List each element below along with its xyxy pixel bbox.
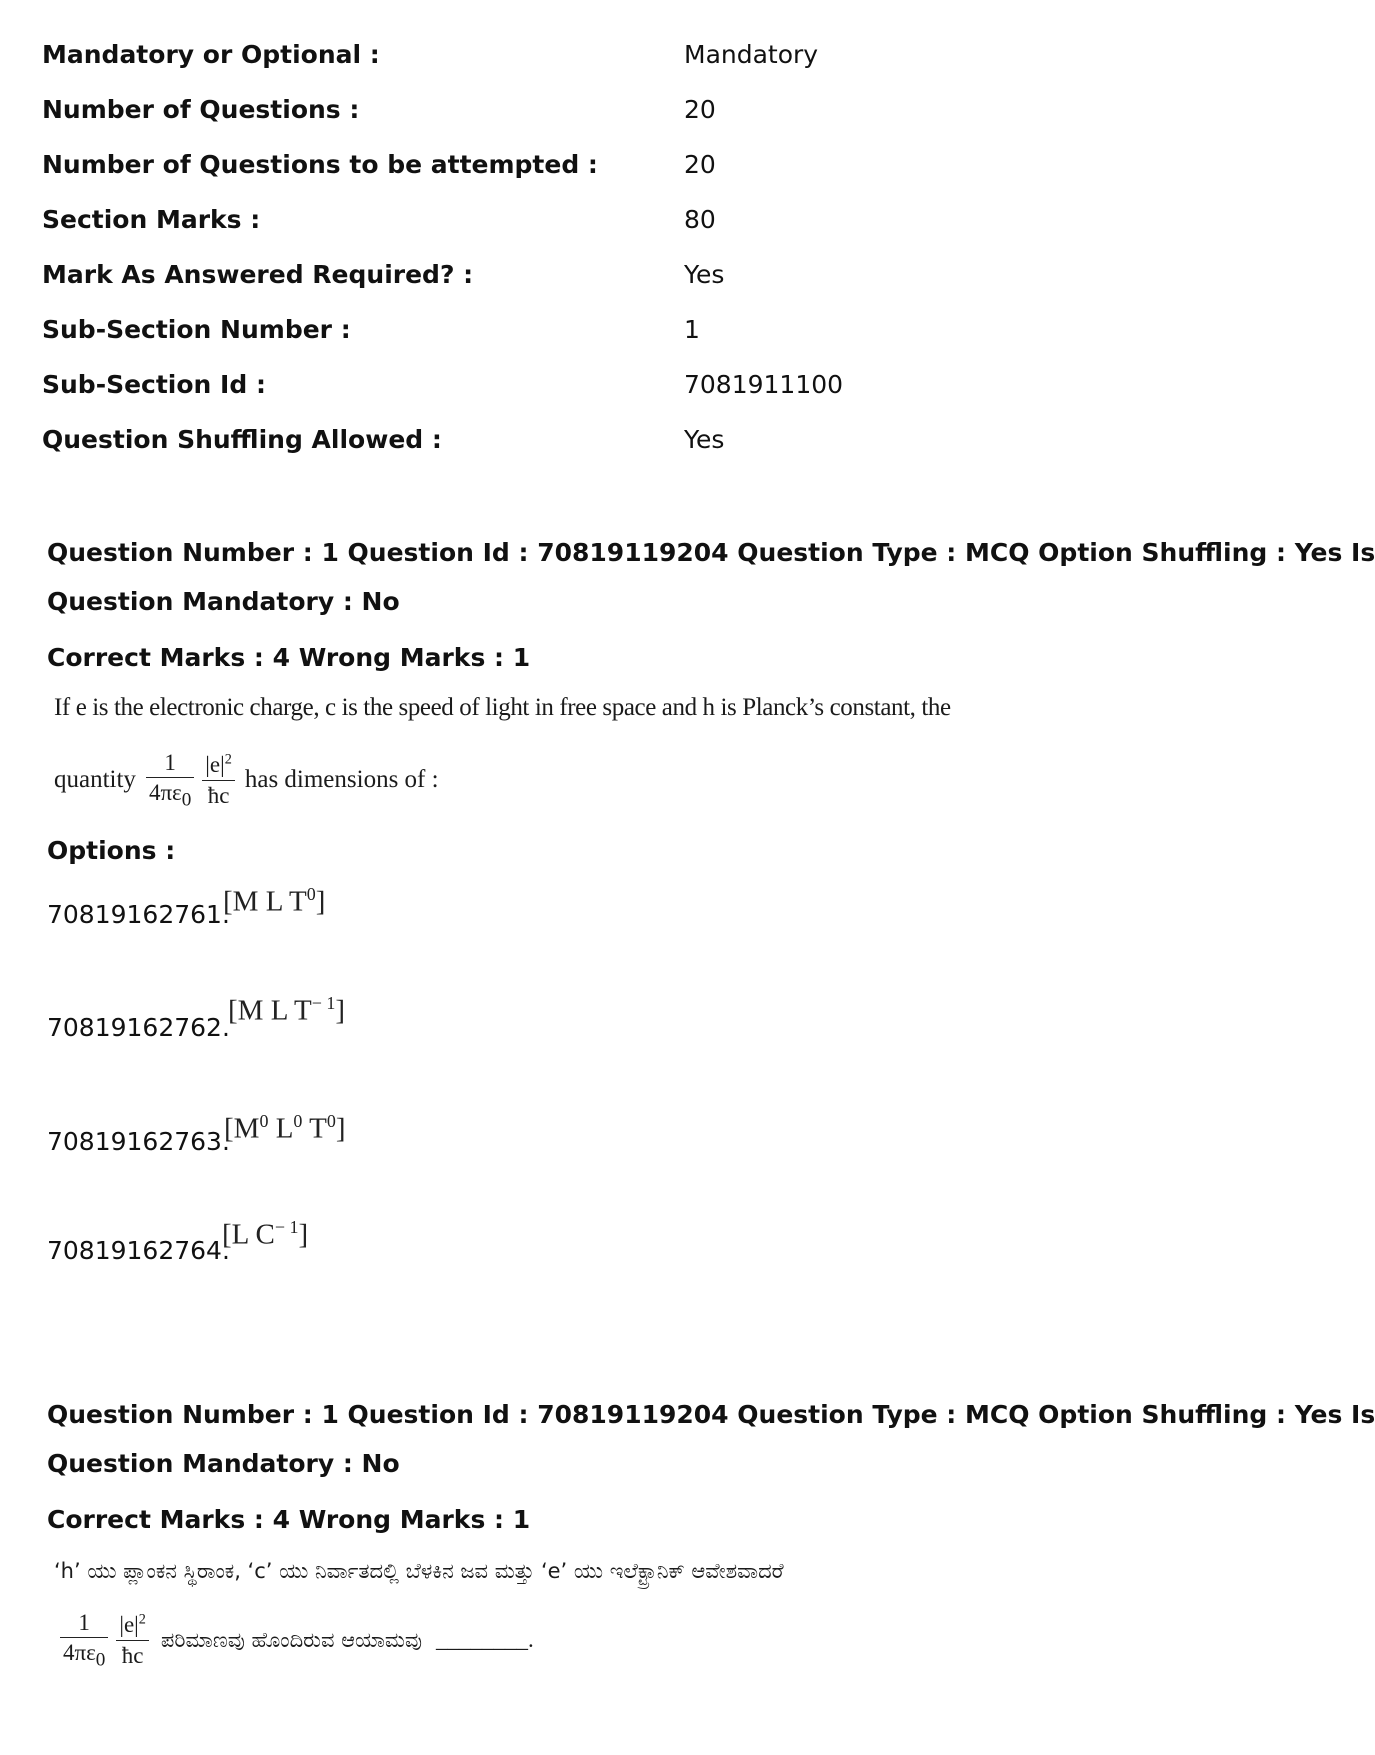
question-text: ‘h’ ಯು ಪ್ಲಾಂಕನ ಸ್ಥಿರಾಂಕ, ‘c’ ಯು ನಿರ್ವಾತದಲ್ಲಿ ಬೆಳಕಿನ ಜವ ಮತ್ತು ‘e’ ಯು ಇಲೆಕ್ಟ್ರಾನಿಕ್ ಆವೇಶವಾದರೆ — [54, 1559, 784, 1583]
option-formula[interactable] — [228, 993, 345, 1028]
option-formula[interactable] — [222, 1217, 308, 1252]
formula-superscript: 0 — [293, 1111, 303, 1131]
meta-row — [42, 425, 1192, 465]
formula-superscript: 0 — [306, 884, 316, 904]
question-text-pre: quantity — [54, 766, 136, 793]
formula-text: [M L T — [228, 994, 312, 1027]
formula-text: [M L T — [223, 885, 307, 918]
meta-label: Question Shuffling Allowed : — [42, 425, 442, 454]
option-id[interactable]: 70819162763. — [47, 1127, 230, 1156]
meta-value: Yes — [684, 260, 725, 289]
meta-row — [42, 205, 1192, 245]
question-mandatory: Question Mandatory : No — [47, 587, 400, 616]
formula-text: T — [302, 1112, 327, 1145]
fraction-numerator: 1 — [146, 750, 194, 778]
question-text-post: ಪರಿಮಾಣವು ಹೊಂದಿರುವ ಆಯಾಮವು — [160, 1627, 422, 1652]
formula-text: [L C — [222, 1218, 275, 1251]
option-id[interactable]: 70819162762. — [47, 1013, 230, 1042]
formula-text: [M — [224, 1112, 260, 1145]
option-formula[interactable] — [223, 884, 325, 919]
meta-value: 7081911100 — [684, 370, 844, 399]
denominator-subscript: 0 — [95, 1649, 106, 1671]
formula-bracket: ] — [298, 1218, 309, 1251]
meta-value: 1 — [684, 315, 700, 344]
formula-superscript: 0 — [326, 1111, 336, 1131]
denominator-subscript: 0 — [181, 789, 192, 811]
meta-value: 80 — [684, 205, 716, 234]
formula-bracket: ] — [335, 994, 346, 1027]
option-id[interactable]: 70819162764. — [47, 1236, 230, 1265]
meta-label: Mandatory or Optional : — [42, 40, 380, 69]
fraction-numerator: 1 — [60, 1610, 108, 1638]
fraction-denominator — [60, 1638, 108, 1671]
fraction-e2-hbar-c — [202, 752, 235, 808]
meta-label: Number of Questions to be attempted : — [42, 150, 598, 179]
meta-row — [42, 315, 1192, 355]
question-mandatory: Question Mandatory : No — [47, 1449, 400, 1478]
meta-value: Mandatory — [684, 40, 819, 69]
meta-label: Mark As Answered Required? : — [42, 260, 474, 289]
meta-value: 20 — [684, 150, 716, 179]
fraction-1-4pi-eps0 — [146, 750, 194, 811]
fraction-denominator — [146, 778, 194, 811]
fraction-denominator: ħc — [207, 782, 230, 808]
formula-text: L — [268, 1112, 294, 1145]
meta-label: Sub-Section Number : — [42, 315, 351, 344]
question-formula-line — [60, 1600, 534, 1680]
meta-label: Sub-Section Id : — [42, 370, 266, 399]
answer-blank: ________. — [435, 1627, 534, 1652]
question-formula-line — [54, 744, 439, 816]
question-header: Question Number : 1 Question Id : 70819119204 Question Type : MCQ Option Shuffling : Yes Is — [47, 1400, 1375, 1429]
formula-superscript: 0 — [259, 1111, 269, 1131]
denominator-text: 4πε — [63, 1639, 96, 1665]
denominator-text: 4πε — [148, 779, 182, 805]
meta-value: Yes — [684, 425, 725, 454]
numerator-text: |e| — [205, 752, 225, 778]
meta-row — [42, 150, 1192, 190]
question-marks: Correct Marks : 4 Wrong Marks : 1 — [47, 643, 531, 672]
meta-label: Section Marks : — [42, 205, 261, 234]
numerator-superscript: 2 — [138, 1611, 146, 1628]
formula-superscript: − 1 — [274, 1217, 299, 1237]
formula-bracket: ] — [335, 1112, 346, 1145]
fraction-1-4pi-eps0 — [60, 1610, 108, 1671]
meta-row — [42, 370, 1192, 410]
question-text-post: has dimensions of : — [244, 766, 439, 793]
meta-value: 20 — [684, 95, 716, 124]
meta-row — [42, 40, 1192, 80]
meta-label: Number of Questions : — [42, 95, 360, 124]
question-text: If e is the electronic charge, c is the speed of light in free space and h is Planck’s constant, the — [54, 694, 951, 721]
numerator-text: |e| — [119, 1612, 139, 1638]
fraction-numerator — [202, 752, 235, 780]
fraction-numerator — [116, 1612, 149, 1640]
formula-bracket: ] — [315, 885, 326, 918]
option-id[interactable]: 70819162761. — [47, 900, 230, 929]
formula-superscript: − 1 — [311, 993, 336, 1013]
meta-row — [42, 95, 1192, 135]
options-label: Options : — [47, 836, 176, 865]
fraction-denominator: ħc — [121, 1642, 144, 1668]
fraction-e2-hbar-c — [116, 1612, 149, 1668]
numerator-superscript: 2 — [224, 751, 232, 768]
meta-row — [42, 260, 1192, 300]
question-header: Question Number : 1 Question Id : 70819119204 Question Type : MCQ Option Shuffling : Yes Is — [47, 538, 1375, 567]
option-formula[interactable] — [224, 1111, 346, 1146]
question-marks: Correct Marks : 4 Wrong Marks : 1 — [47, 1505, 531, 1534]
